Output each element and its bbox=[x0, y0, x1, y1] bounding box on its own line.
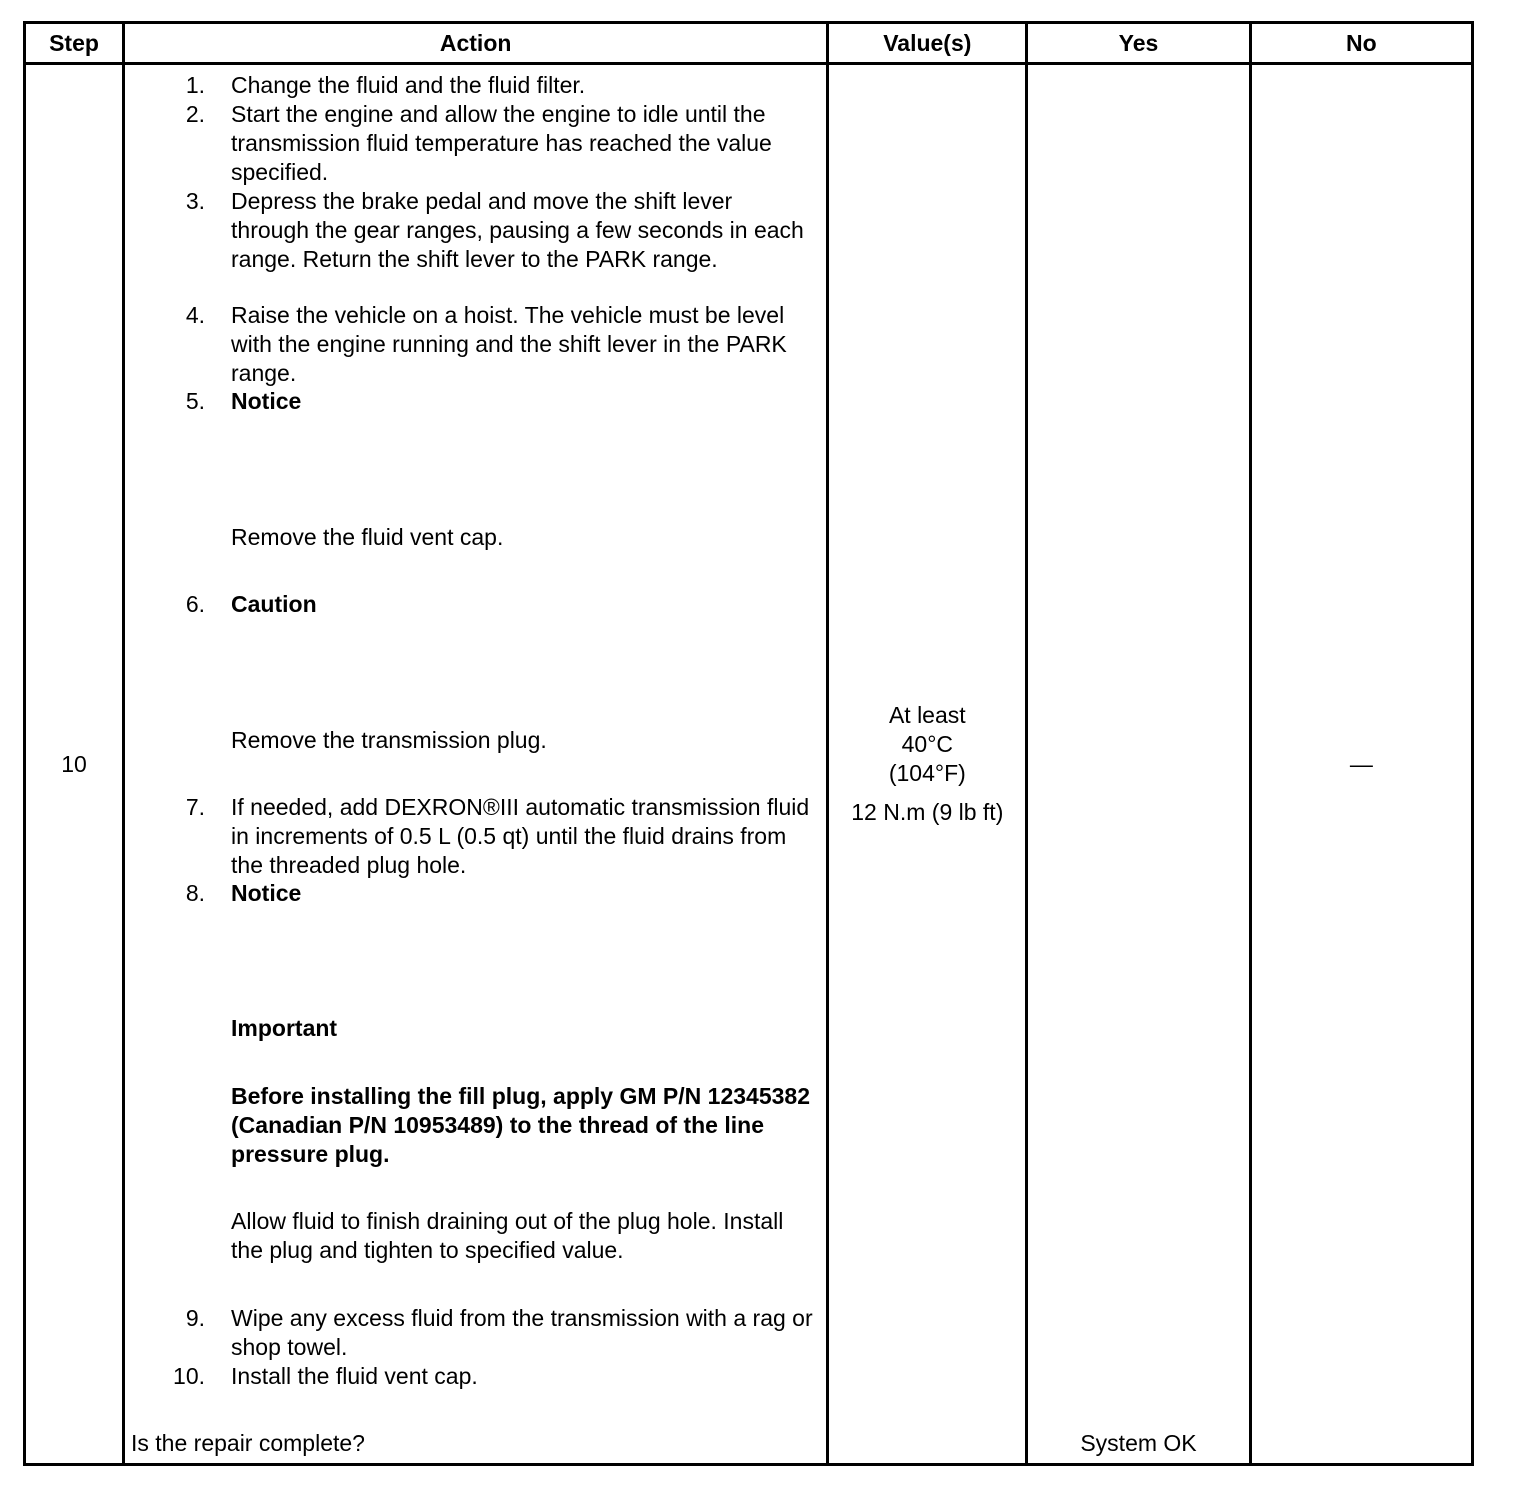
step-cell bbox=[25, 64, 124, 1465]
item-text: Remove the fluid vent cap. bbox=[231, 524, 504, 550]
header-row bbox=[25, 23, 1473, 64]
notice-heading: Notice bbox=[231, 880, 302, 906]
yes-cell bbox=[1027, 64, 1250, 1465]
header-values: Value(s) bbox=[828, 23, 1027, 64]
repair-question: Is the repair complete? bbox=[131, 1430, 365, 1456]
table-row bbox=[25, 64, 1473, 1465]
item-number: 9. bbox=[185, 1305, 206, 1331]
step-number: 10 bbox=[61, 751, 87, 777]
caution-heading: Caution bbox=[231, 591, 317, 617]
header-yes: Yes bbox=[1027, 23, 1250, 64]
item-number: 5. bbox=[185, 388, 206, 414]
item-text: Depress the brake pedal and move the shift lever through the gear ranges, pausing a few seconds in each range. Return the shift lever to the PARK range. bbox=[231, 188, 804, 272]
diagnostic-step-table bbox=[23, 21, 1474, 1466]
torque-value: 12 N.m (9 lb ft) bbox=[851, 799, 1004, 825]
item-number: 8. bbox=[185, 880, 206, 906]
item-text: Start the engine and allow the engine to idle until the transmission fluid temperature has reached the value specified. bbox=[231, 101, 772, 185]
yes-result: System OK bbox=[1080, 1430, 1197, 1456]
item-number: 6. bbox=[185, 591, 206, 617]
important-text: Before installing the fill plug, apply GM P/N 12345382 (Canadian P/N 10953489) to the thread of the line pressure plug. bbox=[231, 1083, 810, 1167]
header-step: Step bbox=[25, 23, 124, 64]
item-number: 4. bbox=[185, 302, 206, 328]
item-number: 10. bbox=[173, 1363, 206, 1389]
item-text: Install the fluid vent cap. bbox=[231, 1363, 478, 1389]
header-no: No bbox=[1250, 23, 1472, 64]
item-text: If needed, add DEXRON®III automatic transmission fluid in increments of 0.5 L (0.5 qt) until the fluid drains from the threaded plug hole. bbox=[231, 794, 810, 878]
notice-heading: Notice bbox=[231, 388, 302, 414]
item-text: Raise the vehicle on a hoist. The vehicle must be level with the engine running and the shift lever in the PARK range. bbox=[231, 302, 787, 386]
action-cell bbox=[124, 64, 828, 1465]
no-result: — bbox=[1349, 751, 1373, 777]
item-number: 1. bbox=[185, 72, 206, 98]
item-number: 2. bbox=[185, 101, 206, 127]
item-text: Allow fluid to finish draining out of the plug hole. Install the plug and tighten to specified value. bbox=[231, 1208, 784, 1263]
important-heading: Important bbox=[231, 1015, 338, 1041]
temperature-value: At least 40°C (104°F) bbox=[888, 702, 966, 786]
item-number: 3. bbox=[185, 188, 206, 214]
item-text: Remove the transmission plug. bbox=[231, 727, 547, 753]
item-text: Change the fluid and the fluid filter. bbox=[231, 72, 586, 98]
no-cell bbox=[1250, 64, 1472, 1465]
header-action: Action bbox=[124, 23, 828, 64]
item-text: Wipe any excess fluid from the transmission with a rag or shop towel. bbox=[231, 1305, 813, 1360]
item-number: 7. bbox=[185, 794, 206, 820]
values-cell bbox=[828, 64, 1027, 1465]
